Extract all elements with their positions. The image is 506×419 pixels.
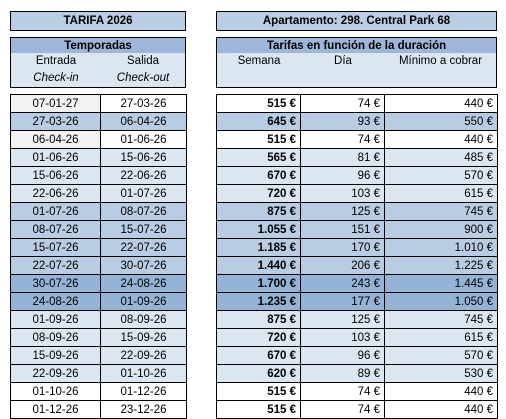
season-row — [11, 167, 187, 185]
entry-date: 06-04-26 — [11, 131, 101, 149]
day-rate: 93 € — [301, 113, 385, 131]
season-row — [11, 257, 187, 275]
exit-date: 23-12-26 — [101, 401, 187, 419]
rate-row — [217, 365, 498, 383]
exit-date: 15-06-26 — [101, 149, 187, 167]
week-rate: 875 € — [217, 311, 301, 329]
exit-date: 22-09-26 — [101, 347, 187, 365]
apartment-title: Apartamento: 298. Central Park 68 — [216, 11, 497, 31]
minimum-rate: 615 € — [385, 185, 498, 203]
day-rate: 74 € — [301, 383, 385, 401]
season-row — [11, 149, 187, 167]
day-rate: 170 € — [301, 239, 385, 257]
exit-date: 22-06-26 — [101, 167, 187, 185]
rates-blank-row — [216, 70, 497, 88]
week-label: Semana — [237, 55, 281, 67]
rate-row — [217, 311, 498, 329]
week-rate: 515 € — [217, 131, 301, 149]
minimum-rate: 1.445 € — [385, 275, 498, 293]
entry-date: 22-07-26 — [11, 257, 101, 275]
rate-row — [217, 347, 498, 365]
day-rate: 151 € — [301, 221, 385, 239]
entry-date: 08-07-26 — [11, 221, 101, 239]
entry-date: 30-07-26 — [11, 275, 101, 293]
season-row — [11, 311, 187, 329]
week-rate: 670 € — [217, 347, 301, 365]
day-rate: 89 € — [301, 365, 385, 383]
entry-date: 08-09-26 — [11, 329, 101, 347]
rate-row — [217, 113, 498, 131]
entry-date: 15-06-26 — [11, 167, 101, 185]
rate-row — [217, 185, 498, 203]
week-rate: 515 € — [217, 95, 301, 113]
day-rate: 125 € — [301, 311, 385, 329]
rate-row — [217, 131, 498, 149]
minimum-rate: 440 € — [385, 131, 498, 149]
exit-date: 08-07-26 — [101, 203, 187, 221]
season-row — [11, 347, 187, 365]
day-rate: 74 € — [301, 95, 385, 113]
minimum-rate: 1.225 € — [385, 257, 498, 275]
rates-header: Tarifas en función de la duración — [216, 37, 497, 54]
minimum-rate: 900 € — [385, 221, 498, 239]
minimum-rate: 440 € — [385, 95, 498, 113]
day-rate: 74 € — [301, 131, 385, 149]
rate-row — [217, 293, 498, 311]
week-rate: 620 € — [217, 365, 301, 383]
entry-date: 15-07-26 — [11, 239, 101, 257]
exit-date: 30-07-26 — [101, 257, 187, 275]
exit-date: 01-09-26 — [101, 293, 187, 311]
rates-table — [216, 94, 498, 419]
entry-label: Entrada — [35, 55, 77, 67]
seasons-header: Temporadas — [10, 37, 186, 54]
week-rate: 1.185 € — [217, 239, 301, 257]
day-rate: 206 € — [301, 257, 385, 275]
week-rate: 1.055 € — [217, 221, 301, 239]
entry-date: 01-12-26 — [11, 401, 101, 419]
season-row — [11, 365, 187, 383]
week-rate: 1.235 € — [217, 293, 301, 311]
minimum-rate: 570 € — [385, 347, 498, 365]
rate-row — [217, 149, 498, 167]
week-rate: 720 € — [217, 329, 301, 347]
day-rate: 177 € — [301, 293, 385, 311]
season-row — [11, 131, 187, 149]
entry-date: 24-08-26 — [11, 293, 101, 311]
seasons-table — [10, 94, 187, 419]
rate-row — [217, 95, 498, 113]
minimum-rate: 570 € — [385, 167, 498, 185]
week-rate: 1.440 € — [217, 257, 301, 275]
exit-date: 22-07-26 — [101, 239, 187, 257]
day-label: Día — [334, 55, 352, 67]
minimum-rate: 615 € — [385, 329, 498, 347]
season-row — [11, 113, 187, 131]
day-rate: 125 € — [301, 203, 385, 221]
season-row — [11, 95, 187, 113]
week-rate: 515 € — [217, 383, 301, 401]
tariff-title: TARIFA 2026 — [10, 11, 186, 31]
entry-date: 01-09-26 — [11, 311, 101, 329]
week-rate: 645 € — [217, 113, 301, 131]
entry-date: 22-06-26 — [11, 185, 101, 203]
exit-date: 27-03-26 — [101, 95, 187, 113]
exit-date: 06-04-26 — [101, 113, 187, 131]
season-row — [11, 329, 187, 347]
season-row — [11, 185, 187, 203]
minimum-rate: 745 € — [385, 203, 498, 221]
season-row — [11, 401, 187, 419]
rate-row — [217, 239, 498, 257]
rate-row — [217, 401, 498, 419]
day-rate: 81 € — [301, 149, 385, 167]
minimum-rate: 440 € — [385, 383, 498, 401]
exit-label: Salida — [127, 55, 159, 67]
week-rate: 1.700 € — [217, 275, 301, 293]
exit-date: 15-09-26 — [101, 329, 187, 347]
minimum-rate: 485 € — [385, 149, 498, 167]
rate-row — [217, 329, 498, 347]
day-rate: 96 € — [301, 347, 385, 365]
checkin-checkout-row — [10, 70, 186, 88]
week-rate: 565 € — [217, 149, 301, 167]
entry-date: 01-06-26 — [11, 149, 101, 167]
day-rate: 96 € — [301, 167, 385, 185]
day-rate: 243 € — [301, 275, 385, 293]
checkin-label: Check-in — [33, 72, 79, 84]
season-row — [11, 275, 187, 293]
minimum-rate: 745 € — [385, 311, 498, 329]
season-row — [11, 383, 187, 401]
minimum-rate: 440 € — [385, 401, 498, 419]
entry-date: 27-03-26 — [11, 113, 101, 131]
exit-date: 01-10-26 — [101, 365, 187, 383]
seasons-subheader — [10, 53, 186, 71]
day-rate: 103 € — [301, 329, 385, 347]
week-rate: 875 € — [217, 203, 301, 221]
season-row — [11, 203, 187, 221]
rate-row — [217, 257, 498, 275]
exit-date: 24-08-26 — [101, 275, 187, 293]
entry-date: 07-01-27 — [11, 95, 101, 113]
rate-row — [217, 383, 498, 401]
entry-date: 01-07-26 — [11, 203, 101, 221]
rate-row — [217, 221, 498, 239]
week-rate: 670 € — [217, 167, 301, 185]
day-rate: 103 € — [301, 185, 385, 203]
rate-row — [217, 275, 498, 293]
week-rate: 720 € — [217, 185, 301, 203]
entry-date: 22-09-26 — [11, 365, 101, 383]
exit-date: 01-12-26 — [101, 383, 187, 401]
week-rate: 515 € — [217, 401, 301, 419]
checkout-label: Check-out — [116, 72, 170, 84]
minimum-rate: 1.050 € — [385, 293, 498, 311]
entry-date: 01-10-26 — [11, 383, 101, 401]
exit-date: 01-07-26 — [101, 185, 187, 203]
rate-row — [217, 167, 498, 185]
exit-date: 08-09-26 — [101, 311, 187, 329]
season-row — [11, 293, 187, 311]
rates-subheader — [216, 53, 497, 71]
entry-date: 15-09-26 — [11, 347, 101, 365]
season-row — [11, 221, 187, 239]
minimum-rate: 550 € — [385, 113, 498, 131]
rate-row — [217, 203, 498, 221]
minimum-rate: 530 € — [385, 365, 498, 383]
day-rate: 74 € — [301, 401, 385, 419]
exit-date: 01-06-26 — [101, 131, 187, 149]
exit-date: 15-07-26 — [101, 221, 187, 239]
season-row — [11, 239, 187, 257]
minimum-label: Mínimo a cobrar — [398, 55, 483, 67]
minimum-rate: 1.010 € — [385, 239, 498, 257]
